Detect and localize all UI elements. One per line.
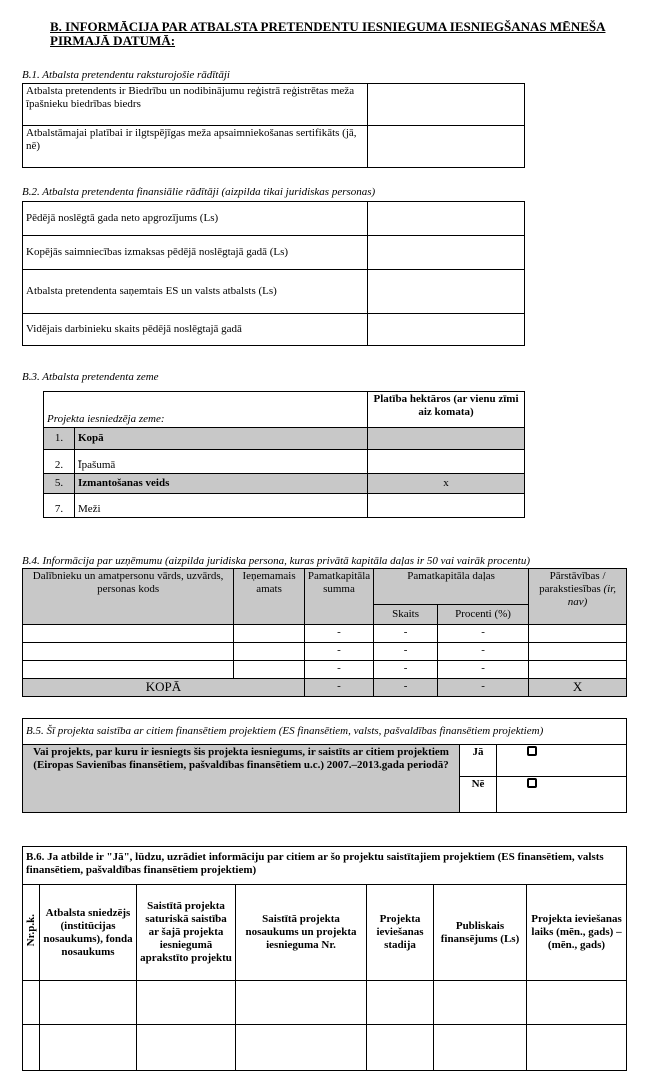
b2-table [22, 201, 525, 346]
b6-col-nr: Nr.p.k. [23, 885, 40, 981]
b4-cell[interactable] [529, 661, 627, 679]
b6-col-relation: Saistītā projekta saturiskā saistība ar šajā projekta iesniegumā aprakstīto projektu [137, 885, 236, 981]
b2-row-2-value[interactable] [368, 236, 525, 270]
b6-cell[interactable] [40, 981, 137, 1025]
b4-cell[interactable] [234, 643, 305, 661]
b4-cell: - [304, 661, 373, 679]
b5-no-label: Nē [460, 777, 497, 813]
b2-row-1-label: Pēdējā noslēgtā gada neto apgrozījums (Ls) [23, 202, 368, 236]
b2-row-3-label: Atbalsta pretendenta saņemtais ES un valsts atbalsts (Ls) [23, 270, 368, 314]
b4-total-cell: - [374, 679, 438, 697]
b3-row-label: Kopā [75, 428, 368, 450]
b4-cell[interactable] [234, 661, 305, 679]
b3-table [43, 391, 525, 518]
b6-cell[interactable] [23, 981, 40, 1025]
b6-cell[interactable] [137, 981, 236, 1025]
b2-heading: B.2. Atbalsta pretendenta finansiālie rādītāji (aizpilda tikai juridiskas personas) [22, 186, 376, 198]
b2-row-4-value[interactable] [368, 314, 525, 346]
b6-cell[interactable] [527, 981, 627, 1025]
b4-total-label: KOPĀ [23, 679, 305, 697]
b5-no-checkbox[interactable] [527, 778, 537, 788]
b3-row-num: 2. [44, 450, 75, 474]
b4-header-percent: Procenti (%) [437, 605, 528, 625]
b6-cell[interactable] [236, 1025, 367, 1071]
b3-row-num: 5. [44, 474, 75, 494]
b4-cell[interactable] [23, 625, 234, 643]
b3-heading: B.3. Atbalsta pretendenta zeme [22, 371, 159, 383]
b2-row-3-value[interactable] [368, 270, 525, 314]
table-row [23, 1025, 627, 1071]
b4-cell: - [437, 661, 528, 679]
b6-cell[interactable] [434, 981, 527, 1025]
b1-row-2-label: Atbalstāmajai platībai ir ilgtspējīgas meža apsaimniekošanas sertifikāts (jā, nē) [23, 126, 368, 168]
b5-no-cell [497, 777, 627, 813]
b6-cell[interactable] [137, 1025, 236, 1071]
b6-cell[interactable] [367, 981, 434, 1025]
b4-header-count: Skaits [374, 605, 438, 625]
table-row [23, 981, 627, 1025]
b2-row-1-value[interactable] [368, 202, 525, 236]
b4-cell: - [304, 625, 373, 643]
b3-row-value: x [368, 474, 525, 494]
b2-row-2-label: Kopējās saimniecības izmaksas pēdējā noslēgtajā gadā (Ls) [23, 236, 368, 270]
b4-header-capital: Pamatkapitāla summa [304, 569, 373, 625]
b5-yes-cell [497, 745, 627, 777]
b4-header-shares: Pamatkapitāla daļas [374, 569, 529, 605]
b4-cell: - [374, 625, 438, 643]
b4-cell[interactable] [23, 643, 234, 661]
b6-col-funding: Publiskais finansējums (Ls) [434, 885, 527, 981]
b4-cell[interactable] [529, 625, 627, 643]
b6-col-name: Saistītā projekta nosaukums un projekta iesnieguma Nr. [236, 885, 367, 981]
b3-row-label: Izmantošanas veids [75, 474, 368, 494]
b4-heading: B.4. Informācija par uzņēmumu (aizpilda juridiska persona, kuras privātā kapitāla daļas ir 50 vai vairāk procentu) [22, 555, 530, 567]
b6-heading: B.6. Ja atbilde ir "Jā", lūdzu, uzrādiet informāciju par citiem ar šo projektu saistītajiem projektiem (ES finansētiem, valsts finansētiem, pašvaldības finansētiem projektiem) [23, 847, 627, 885]
b3-row-value[interactable] [368, 428, 525, 450]
b5-yes-checkbox[interactable] [527, 746, 537, 756]
b4-cell[interactable] [529, 643, 627, 661]
b3-col1-header: Projekta iesniedzēja zeme: [44, 392, 368, 428]
b5-heading: B.5. Šī projekta saistība ar citiem finansētiem projektiem (ES finansētiem, valsts, pašvaldības finansētiem projektiem) [23, 719, 627, 745]
b6-cell[interactable] [23, 1025, 40, 1071]
b2-row-4-label: Vidējais darbinieku skaits pēdējā noslēgtajā gadā [23, 314, 368, 346]
b6-cell[interactable] [40, 1025, 137, 1071]
b4-cell[interactable] [23, 661, 234, 679]
table-row [23, 661, 627, 679]
b4-header-post: Ieņemamais amats [234, 569, 305, 625]
b4-total-cell: - [437, 679, 528, 697]
table-row [23, 625, 627, 643]
table-row [23, 643, 627, 661]
b1-table [22, 83, 525, 168]
b6-table [22, 846, 627, 1071]
b4-cell[interactable] [234, 625, 305, 643]
b4-cell: - [374, 643, 438, 661]
b4-cell: - [374, 661, 438, 679]
b4-cell: - [304, 643, 373, 661]
b3-row-value[interactable] [368, 494, 525, 518]
b6-cell[interactable] [527, 1025, 627, 1071]
b4-table [22, 568, 627, 697]
b3-row-num: 1. [44, 428, 75, 450]
b3-row-label: Meži [75, 494, 368, 518]
b5-question: Vai projekts, par kuru ir iesniegts šis projekta iesniegums, ir saistīts ar citiem projektiem (Eiropas Savienības finansētiem, pašvaldības finansētiem u.c.) 2007.–2013.gada periodā? [23, 745, 460, 813]
b3-row-value[interactable] [368, 450, 525, 474]
b4-cell: - [437, 643, 528, 661]
b3-col2-header: Platība hektāros (ar vienu zīmi aiz komata) [368, 392, 525, 428]
b1-row-1-value[interactable] [368, 84, 525, 126]
b1-row-1-label: Atbalsta pretendents ir Biedrību un nodibinājumu reģistrā reģistrētas meža īpašnieku biedrības biedrs [23, 84, 368, 126]
page-title: B. INFORMĀCIJA PAR ATBALSTA PRETENDENTU IESNIEGUMA IESNIEGŠANAS MĒNEŠA PIRMAJĀ DATUMĀ: [50, 19, 606, 48]
b6-cell[interactable] [236, 981, 367, 1025]
b4-total-x: X [529, 679, 627, 697]
b3-row-num: 7. [44, 494, 75, 518]
b3-row-label: Īpašumā [75, 450, 368, 474]
b4-total-cell: - [304, 679, 373, 697]
b6-col-period: Projekta ieviešanas laiks (mēn., gads) – (mēn., gads) [527, 885, 627, 981]
b5-table [22, 718, 627, 813]
b1-heading: B.1. Atbalsta pretendentu raksturojošie rādītāji [22, 69, 230, 81]
b4-header-names: Dalībnieku un amatpersonu vārds, uzvārds, personas kods [23, 569, 234, 625]
b5-yes-label: Jā [460, 745, 497, 777]
b6-cell[interactable] [367, 1025, 434, 1071]
b4-cell: - [437, 625, 528, 643]
b1-row-2-value[interactable] [368, 126, 525, 168]
b6-col-provider: Atbalsta sniedzējs (institūcijas nosaukums), fonda nosaukums [40, 885, 137, 981]
b4-total-row [23, 679, 627, 697]
b6-cell[interactable] [434, 1025, 527, 1071]
b4-header-repr: Pārstāvības / parakstiesības (ir, nav) [529, 569, 627, 625]
b6-col-stage: Projekta ieviešanas stadija [367, 885, 434, 981]
